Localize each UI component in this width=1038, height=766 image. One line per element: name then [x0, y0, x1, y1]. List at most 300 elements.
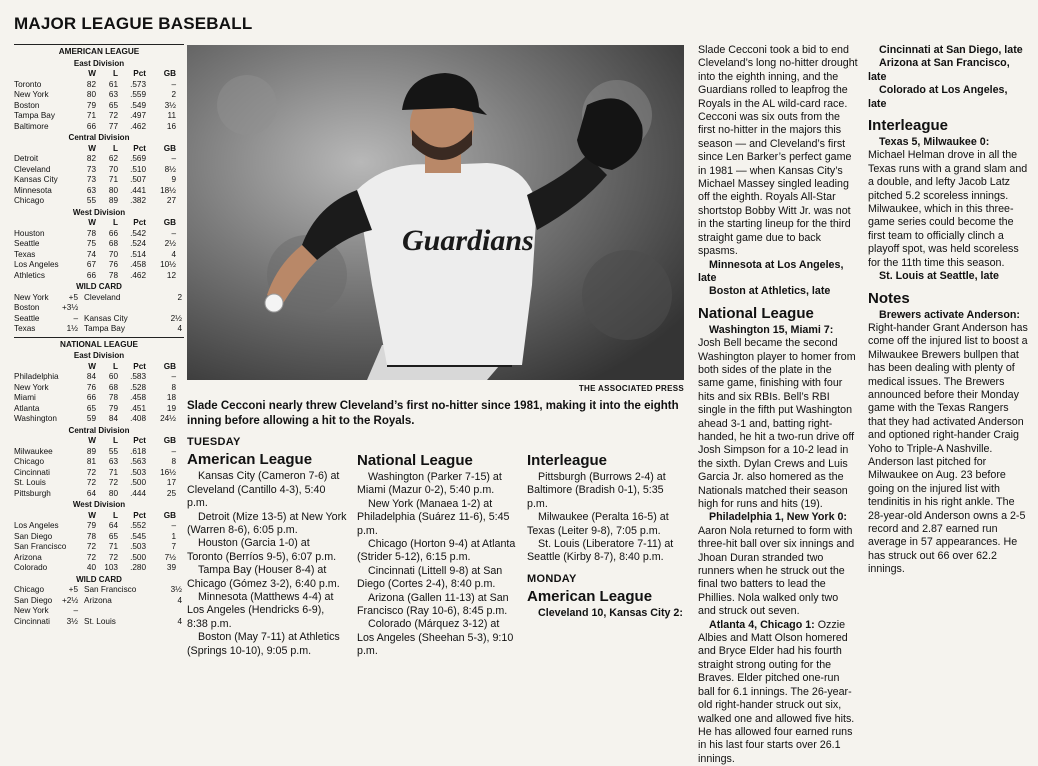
team-name: Seattle — [14, 239, 40, 248]
wildcard-value: +5 — [68, 292, 78, 302]
stat-value: 80 — [108, 185, 118, 195]
column-label: L — [112, 69, 118, 78]
stat-value: 78 — [86, 228, 96, 238]
division-heading: West Division — [72, 500, 126, 509]
stat-value: 68 — [108, 382, 118, 392]
stat-value: 3½ — [164, 100, 176, 110]
team-name: Athletics — [14, 270, 45, 280]
standings-row — [14, 542, 184, 553]
team-name: New York — [14, 90, 49, 99]
team-name: Cincinnati — [14, 467, 50, 477]
stat-value: 80 — [108, 488, 118, 498]
wildcard-row — [14, 303, 184, 314]
late-game: Cincinnati at San Diego, late — [879, 44, 1023, 56]
wildcard-value: +3½ — [62, 303, 79, 312]
wildcard-value: Seattle — [14, 313, 40, 323]
game-listing: Minnesota (Matthews 4-4) at Los Angeles (Hendricks 6-9), 8:38 p.m. — [187, 591, 334, 630]
game-recap-lead: Atlanta 4, Chicago 1: — [709, 618, 815, 631]
column-label: W — [88, 143, 96, 153]
column-label: L — [112, 143, 118, 153]
stat-value: – — [171, 79, 176, 89]
late-game: Colorado at Los Angeles, late — [868, 84, 1008, 110]
game-listing: Houston (Garcia 1-0) at Toronto (Berríos 9-5), 6:07 p.m. — [187, 537, 337, 563]
wildcard-heading: WILD CARD — [76, 574, 122, 584]
stat-value: – — [171, 228, 176, 238]
game-recap — [698, 619, 858, 766]
league-heading: NATIONAL LEAGUE — [14, 337, 184, 351]
wildcard-heading: WILD CARD — [76, 282, 122, 291]
wildcard-value: +5 — [68, 585, 78, 594]
tuesday-nl-heading: National League — [357, 452, 473, 469]
game-recap-story: Michael Helman drove in all the Texas runs with a grand slam and a double, and lefty Jacob Latz pitched 5.2 scoreless innings. Milwaukee, which in this three-game series could become the first team to officially clinch a playoff spot, was held scoreless for the 11th time this season. — [868, 149, 1028, 269]
stat-value: .559 — [130, 90, 146, 99]
stat-value: 17 — [166, 478, 176, 487]
standings-column-header — [14, 69, 184, 80]
stat-value: 19 — [166, 403, 176, 413]
game-listing: New York (Manaea 1-2) at Philadelphia (Suárez 11-6), 5:45 p.m. — [357, 497, 510, 537]
stat-value: .618 — [130, 446, 146, 456]
stat-value: 12 — [166, 270, 176, 280]
stat-value: .507 — [130, 175, 146, 184]
stat-value: 7 — [171, 542, 176, 551]
stat-value: – — [171, 154, 176, 163]
team-name: Chicago — [14, 196, 45, 205]
stat-value: 62 — [108, 154, 118, 163]
stat-value: 78 — [108, 393, 118, 402]
standings-column-header — [14, 511, 184, 522]
standings-column-header — [14, 362, 184, 373]
team-name: Pittsburgh — [14, 488, 51, 498]
game-listing: Cincinnati (Littell 9-8) at San Diego (Cortes 2-4), 8:40 p.m. — [357, 564, 503, 591]
stat-value: 72 — [86, 478, 96, 487]
stat-value: 7½ — [164, 552, 176, 562]
standings-row — [14, 239, 184, 250]
standings-row — [14, 186, 184, 197]
stat-value: 11 — [167, 111, 176, 120]
wildcard-value: 3½ — [66, 616, 78, 626]
stat-value: .441 — [130, 185, 146, 195]
stat-value: .497 — [130, 111, 146, 120]
stat-value: .408 — [130, 414, 146, 423]
stat-value: 81 — [86, 457, 96, 466]
column-label: Pct — [133, 436, 146, 445]
team-name: Cleveland — [14, 164, 51, 174]
wildcard-value: Chicago — [14, 585, 45, 594]
monday-heading: MONDAY — [527, 572, 577, 585]
stat-value: 55 — [86, 196, 96, 205]
team-name: St. Louis — [14, 478, 46, 487]
wildcard-value: 2 — [177, 292, 182, 302]
stat-value: 72 — [86, 552, 96, 562]
late-game: Arizona at San Francisco, late — [868, 57, 1010, 83]
wildcard-value: Kansas City — [84, 313, 128, 323]
standings-row — [14, 414, 184, 425]
standings-row — [14, 372, 184, 383]
column-label: GB — [163, 510, 176, 520]
stat-value: 61 — [108, 79, 118, 89]
stat-value: 72 — [108, 111, 118, 120]
wildcard-value — [154, 303, 182, 314]
standings-column-header — [14, 436, 184, 447]
standings-row — [14, 393, 184, 404]
game-recap-story: Slade Cecconi took a bid to end Cleveland’s long no-hitter drought into the eighth inning, and the Guardians rolled to leapfrog the Royals in the AL wild-card race. Cecconi was six outs from the first no-hitter in the majors this season — and Cleveland’s first since Len Barker’s perfect game in 1981 — when Kansas City’s Michael Massey singled leading off the eighth. Royals All-Star shortstop Bobby Witt Jr. was not in the starting lineup for the third straight game due to back spasms. — [698, 44, 858, 258]
team-name: Texas — [14, 249, 36, 259]
team-name: Colorado — [14, 563, 48, 572]
stat-value: .563 — [130, 457, 146, 466]
team-name: Chicago — [14, 457, 45, 466]
stat-value: .583 — [130, 372, 146, 381]
stat-value: 73 — [86, 175, 96, 184]
stat-value: 66 — [86, 121, 96, 131]
game-listing: St. Louis (Liberatore 7-11) at Seattle (Kirby 8-7), 8:40 p.m. — [527, 538, 674, 564]
game-recap-lead: Cleveland 10, Kansas City 2: — [538, 607, 683, 620]
standings-row — [14, 154, 184, 165]
standings-row — [14, 468, 184, 479]
monday-al-heading: American League — [527, 588, 653, 606]
pitcher-photo-illustration — [187, 45, 684, 380]
standings-row — [14, 175, 184, 186]
game-listing: Boston (May 7-11) at Athletics (Springs 10-10), 9:05 p.m. — [187, 631, 340, 657]
stat-value: 76 — [86, 382, 96, 392]
stat-value: 70 — [108, 164, 118, 174]
stat-value: 72 — [86, 467, 96, 477]
stat-value: 63 — [108, 457, 118, 466]
stat-value: 4 — [171, 249, 176, 259]
standings-row — [14, 250, 184, 261]
stat-value: 79 — [86, 100, 96, 110]
team-name: San Francisco — [14, 542, 67, 551]
wildcard-value: 1½ — [66, 324, 78, 333]
stat-value: 66 — [108, 228, 118, 238]
team-name: Kansas City — [14, 175, 58, 184]
wildcard-row — [14, 596, 184, 607]
wildcard-value: Cincinnati — [14, 616, 50, 626]
wildcard-value: New York — [14, 292, 49, 302]
game-recap — [698, 511, 858, 618]
standings-row — [14, 521, 184, 532]
standings-row — [14, 447, 184, 458]
wildcard-value — [84, 606, 154, 617]
photo-caption: Slade Cecconi nearly threw Cleveland’s first no-hitter since 1981, making it into the eighth inning before allowing a hit to the Royals. — [187, 400, 679, 427]
stat-value: 82 — [86, 79, 96, 89]
stat-value: 16½ — [160, 467, 176, 477]
game-listing: Milwaukee (Peralta 16-5) at Texas (Leiter 9-8), 7:05 p.m. — [527, 511, 669, 537]
stat-value: – — [171, 521, 176, 530]
stat-value: 78 — [108, 270, 118, 280]
stat-value: .500 — [130, 478, 146, 487]
stat-value: .462 — [130, 270, 146, 280]
stat-value: .444 — [130, 488, 146, 498]
stat-value: 40 — [86, 563, 96, 572]
column-label: L — [112, 510, 118, 520]
stat-value: 72 — [108, 478, 118, 487]
column-label: W — [88, 218, 96, 227]
standings-column-header — [14, 144, 184, 155]
wildcard-value: 4 — [177, 324, 182, 333]
stat-value: – — [171, 446, 176, 456]
stat-value: 10½ — [160, 260, 176, 269]
wildcard-value: Texas — [14, 324, 36, 333]
game-listing: Tampa Bay (Houser 8-4) at Chicago (Gómez 3-2), 6:40 p.m. — [187, 564, 340, 590]
standings-row — [14, 271, 184, 282]
standings-row — [14, 80, 184, 91]
stat-value: 39 — [166, 563, 176, 572]
game-listing: Chicago (Horton 9-4) at Atlanta (Strider 5-12), 6:15 p.m. — [357, 538, 516, 564]
monday-recap-column-2 — [868, 44, 1028, 577]
stat-value: .382 — [130, 196, 146, 205]
standings-row — [14, 457, 184, 468]
stat-value: .500 — [130, 552, 146, 562]
stat-value: .458 — [130, 393, 146, 402]
stat-value: 71 — [108, 175, 118, 184]
standings-row — [14, 404, 184, 415]
late-game: Minnesota at Los Angeles, late — [698, 258, 844, 284]
wildcard-value: 4 — [177, 616, 182, 626]
standings-row — [14, 111, 184, 122]
stat-value: 8 — [171, 457, 176, 466]
standings-row — [14, 101, 184, 112]
monday-il-heading: Interleague — [868, 117, 949, 135]
column-label: GB — [163, 143, 176, 153]
stat-value: 64 — [108, 521, 118, 530]
wildcard-value: 3½ — [170, 585, 182, 594]
column-label: W — [88, 436, 96, 445]
news-photo — [187, 45, 684, 380]
team-name: Arizona — [14, 552, 42, 562]
stat-value: .458 — [130, 260, 146, 269]
team-name: Boston — [14, 100, 40, 110]
stat-value: 59 — [86, 414, 96, 423]
game-recap-story: Aaron Nola returned to form with three-hit ball over six innings and Jhoan Duran stranded two runners when he struck out the final two batters to lead the Phillies. Nola walked only two and struck out seven. — [698, 524, 855, 618]
team-name: Atlanta — [14, 403, 40, 413]
jersey-wordmark: Guardians — [402, 224, 534, 257]
stat-value: 71 — [86, 111, 96, 120]
stat-value: 18½ — [160, 185, 176, 195]
wildcard-value: San Diego — [14, 595, 53, 605]
standings-row — [14, 383, 184, 394]
division-heading: Central Division — [68, 133, 130, 142]
standings-column-header — [14, 218, 184, 229]
stat-value: 78 — [86, 531, 96, 541]
stat-value: .545 — [130, 531, 146, 541]
stat-value: – — [171, 372, 176, 381]
game-listing: Arizona (Gallen 11-13) at San Francisco (Ray 10-6), 8:45 p.m. — [357, 591, 509, 618]
stat-value: .549 — [130, 100, 146, 110]
stat-value: 2 — [171, 90, 176, 99]
stat-value: 70 — [108, 249, 118, 259]
tuesday-nl-column — [357, 450, 517, 659]
stat-value: 63 — [86, 185, 96, 195]
stat-value: 82 — [86, 154, 96, 163]
team-name: Miami — [14, 393, 36, 402]
late-game: Boston at Athletics, late — [709, 285, 831, 298]
column-label: L — [112, 436, 118, 445]
stat-value: 67 — [86, 260, 96, 269]
division-heading: West Division — [72, 207, 126, 217]
stat-value: 68 — [108, 239, 118, 248]
game-recap-story: Josh Bell became the second Washington player to homer from both sides of the plate in the same game, finishing with four hits and six RBIs. Bell’s RBI single in the fifth put Washington ahead 3-1 and, batting right-handed, he hit a two-run drive off Josh Simpson for a 10-2 lead in the sixth. Dylan Crews and Luis Garcia Jr. also homered as the Nationals matched their season high for runs and hits (19). — [698, 337, 856, 510]
stat-value: .524 — [130, 239, 146, 248]
column-label: W — [88, 510, 96, 520]
wildcard-value — [84, 303, 154, 314]
stat-value: 65 — [86, 403, 96, 413]
stat-value: 60 — [108, 372, 118, 381]
stat-value: .503 — [130, 542, 146, 551]
team-name: New York — [14, 382, 49, 392]
stat-value: .462 — [130, 121, 146, 131]
stat-value: 76 — [108, 260, 118, 269]
column-label: GB — [163, 69, 176, 78]
stat-value: 77 — [108, 121, 118, 131]
standings-row — [14, 478, 184, 489]
wildcard-value — [154, 606, 182, 617]
column-label: Pct — [133, 69, 146, 78]
game-recap-lead: Philadelphia 1, New York 0: — [709, 511, 847, 524]
photo-credit: THE ASSOCIATED PRESS — [578, 384, 684, 393]
stat-value: 27 — [166, 196, 176, 205]
stat-value: 89 — [108, 196, 118, 205]
wildcard-value: Cleveland — [84, 292, 121, 302]
stat-value: 16 — [166, 121, 176, 131]
team-name: Washington — [14, 414, 57, 423]
team-column-spacer — [14, 362, 74, 373]
standings-row — [14, 165, 184, 176]
standings-row — [14, 563, 184, 574]
stat-value: 66 — [86, 270, 96, 280]
tuesday-il-heading: Interleague — [527, 452, 608, 469]
team-name: Los Angeles — [14, 521, 59, 530]
wildcard-value: +2½ — [62, 595, 79, 605]
game-recap — [698, 324, 858, 512]
monday-nl-heading: National League — [698, 304, 814, 322]
standings-row — [14, 90, 184, 101]
division-heading: Central Division — [68, 425, 130, 435]
stat-value: 103 — [104, 563, 118, 572]
team-name: Los Angeles — [14, 260, 59, 269]
wildcard-value: 2½ — [170, 313, 182, 323]
stat-value: 75 — [86, 239, 96, 248]
game-recap — [868, 136, 1028, 270]
stat-value: .552 — [130, 521, 146, 530]
stat-value: .514 — [130, 249, 146, 259]
stat-value: .528 — [130, 382, 146, 392]
stat-value: 64 — [86, 488, 96, 498]
team-column-spacer — [14, 218, 74, 229]
stat-value: 25 — [166, 488, 176, 498]
wildcard-value: New York — [14, 606, 49, 615]
wildcard-row — [14, 293, 184, 304]
game-listing: Detroit (Mize 13-5) at New York (Warren 8-6), 6:05 p.m. — [187, 510, 347, 537]
game-listing: Washington (Parker 7-15) at Miami (Mazur 0-2), 5:40 p.m. — [357, 471, 502, 497]
stat-value: .510 — [130, 164, 146, 174]
tuesday-interleague-column — [527, 450, 687, 621]
stat-value: .569 — [130, 154, 146, 163]
stat-value: 55 — [108, 446, 118, 456]
wildcard-row — [14, 585, 184, 596]
standings-row — [14, 553, 184, 564]
stat-value: .503 — [130, 467, 146, 477]
standings-row — [14, 260, 184, 271]
wildcard-value: 4 — [177, 595, 182, 605]
stat-value: 63 — [108, 90, 118, 99]
wildcard-value: St. Louis — [84, 616, 116, 626]
team-column-spacer — [14, 436, 74, 447]
wildcard-value: San Francisco — [84, 585, 137, 594]
column-label: GB — [163, 436, 176, 445]
team-name: Detroit — [14, 154, 39, 163]
standings-row — [14, 122, 184, 133]
team-column-spacer — [14, 69, 74, 80]
note-story: Right-hander Grant Anderson has come off the injured list to boost a Milwaukee Brewers bullpen that has been dealing with plenty of medical issues. The Brewers announced before their Monday game with the Texas Rangers that they had activated Anderson and optioned right-hander Craig Yoho to Triple-A Nashville. Anderson last pitched for Milwaukee on Aug. 23 before going on the injured list with tendinitis in his right ankle. The 28-year-old Anderson owns a 2-5 record and 2.87 earned run average in 57 appearances. He has struck out 66 over 62.2 innings. — [868, 321, 1028, 576]
game-recap-story: Ozzie Albies and Matt Olson homered and Bryce Elder had his fourth straight strong outing for the Braves. Elder pitched one-run ball for 6.1 innings. The 26-year-old right-hander struck out six, walked one and allowed five hits. He has allowed four earned runs in his last four starts over 26.1 innings. — [698, 618, 855, 765]
stat-value: 65 — [108, 100, 118, 110]
note-lead: Brewers activate Anderson: — [879, 308, 1020, 321]
monday-recap-column — [698, 44, 858, 766]
stat-value: 72 — [86, 542, 96, 551]
standings-table — [14, 42, 184, 627]
team-name: San Diego — [14, 531, 53, 541]
team-name: Minnesota — [14, 185, 52, 195]
stat-value: 65 — [108, 531, 118, 541]
column-label: Pct — [133, 510, 146, 520]
stat-value: 71 — [108, 542, 118, 551]
stat-value: 89 — [86, 446, 96, 456]
late-game: St. Louis at Seattle, late — [879, 270, 999, 283]
stat-value: 72 — [108, 552, 118, 562]
wildcard-value: Arizona — [84, 595, 112, 605]
stat-value: 84 — [86, 372, 96, 381]
stat-value: 79 — [108, 403, 118, 413]
stat-value: 1 — [171, 531, 176, 541]
column-label: GB — [163, 361, 176, 371]
team-name: Philadelphia — [14, 372, 59, 381]
stat-value: 18 — [166, 393, 176, 402]
column-label: Pct — [133, 143, 146, 153]
stat-value: 71 — [108, 467, 118, 477]
team-column-spacer — [14, 511, 74, 522]
stat-value: 8½ — [164, 164, 176, 174]
tuesday-al-column — [187, 436, 347, 658]
team-name: Houston — [14, 228, 45, 238]
tuesday-al-heading: American League — [187, 451, 313, 469]
column-label: W — [88, 69, 96, 78]
standings-row — [14, 196, 184, 207]
game-recap-lead: Texas 5, Milwaukee 0: — [879, 136, 990, 149]
wildcard-row — [14, 324, 184, 335]
tuesday-heading: TUESDAY — [187, 436, 241, 448]
standings-row — [14, 229, 184, 240]
column-label: L — [112, 218, 118, 227]
column-label: Pct — [133, 218, 146, 227]
stat-value: 80 — [86, 90, 96, 99]
team-name: Milwaukee — [14, 446, 53, 456]
wildcard-value: Boston — [14, 303, 40, 312]
wildcard-row — [14, 606, 184, 617]
team-column-spacer — [14, 144, 74, 155]
stat-value: 66 — [86, 393, 96, 402]
game-listing: Pittsburgh (Burrows 2-4) at Baltimore (Bradish 0-1), 5:35 p.m. — [527, 471, 666, 510]
column-label: Pct — [133, 361, 146, 371]
stat-value: .573 — [130, 79, 146, 89]
stat-value: 9 — [171, 175, 176, 184]
column-label: GB — [163, 218, 176, 227]
stat-value: .280 — [130, 563, 146, 572]
stat-value: 79 — [86, 521, 96, 530]
stat-value: 24½ — [160, 414, 176, 423]
wildcard-value: – — [73, 606, 78, 615]
stat-value: 74 — [86, 249, 96, 259]
league-heading: AMERICAN LEAGUE — [14, 44, 184, 58]
